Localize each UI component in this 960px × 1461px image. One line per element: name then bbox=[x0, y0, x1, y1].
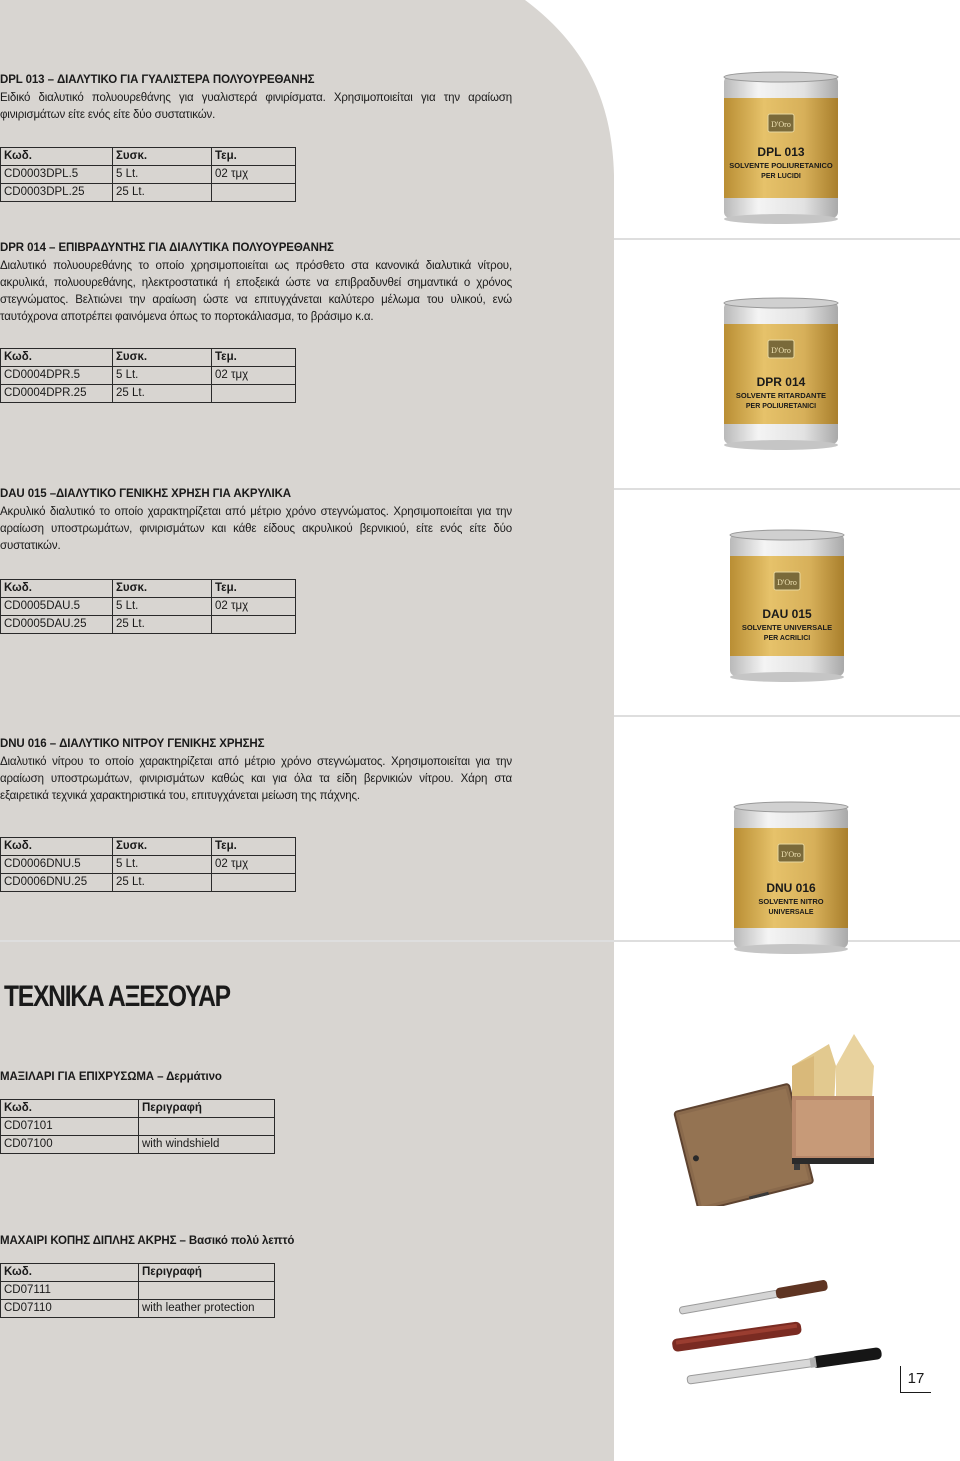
cell-package: 5 Lt. bbox=[113, 856, 212, 874]
logo-text: D'Oro bbox=[771, 120, 791, 129]
section-description: Διαλυτικό νίτρου το οποίο χαρακτηρίζεται από μέτριο χρόνο στεγνώματος. Χρησιμοποιείται για την αραίωση υποστρωμάτων, φινιρισμάτων καθώς και για όλα τα είδη βερνικιών νίτρου. Χάρη στα εξαιρετικά τεχνικά χαρακτηριστικά του, επιτυγχάνεται μείωση της πάχνης. bbox=[0, 756, 512, 802]
header-description: Περιγραφή bbox=[139, 1100, 275, 1118]
table-header-row bbox=[1, 1100, 275, 1118]
logo-text: D'Oro bbox=[781, 850, 801, 859]
product-section-dpr014 bbox=[0, 241, 512, 326]
cell-code: CD0004DPR.25 bbox=[1, 385, 113, 403]
cell-quantity: 02 τμχ bbox=[212, 367, 296, 385]
can-code: DAU 015 bbox=[762, 607, 812, 621]
table-header-row bbox=[1, 148, 296, 166]
spec-table-dau015 bbox=[0, 579, 296, 634]
accessories-heading: ΤΕΧΝΙΚΑ ΑΞΕΣΟΥΑΡ bbox=[4, 980, 230, 1013]
table-row bbox=[1, 1282, 275, 1300]
cell-code: CD0006DNU.25 bbox=[1, 874, 113, 892]
cell-code: CD07110 bbox=[1, 1300, 139, 1318]
can-line2: PER LUCIDI bbox=[761, 173, 801, 180]
table-row bbox=[1, 166, 296, 184]
spec-table-dpl013 bbox=[0, 147, 296, 202]
spec-table-cushion bbox=[0, 1099, 275, 1154]
table-row bbox=[1, 1136, 275, 1154]
spec-table-dpr014 bbox=[0, 348, 296, 403]
header-code: Κωδ. bbox=[1, 1100, 139, 1118]
cell-package: 25 Lt. bbox=[113, 385, 212, 403]
header-package: Συσκ. bbox=[113, 148, 212, 166]
section-title: ΜΑΧΑΙΡΙ ΚΟΠΗΣ ΔΙΠΛΗΣ ΑΚΡΗΣ – Βασικό πολύ λεπτό bbox=[0, 1235, 295, 1247]
section-title: ΜΑΞΙΛΑΡΙ ΓΙΑ ΕΠΙΧΡΥΣΩΜΑ – Δερμάτινο bbox=[0, 1071, 222, 1083]
product-section-dnu016 bbox=[0, 737, 512, 805]
cell-quantity bbox=[212, 184, 296, 202]
header-code: Κωδ. bbox=[1, 148, 113, 166]
cell-code: CD07101 bbox=[1, 1118, 139, 1136]
table-row bbox=[1, 367, 296, 385]
header-package: Συσκ. bbox=[113, 838, 212, 856]
cell-code: CD0006DNU.5 bbox=[1, 856, 113, 874]
cell-description bbox=[139, 1118, 275, 1136]
product-can-dnu016 bbox=[728, 800, 854, 960]
cell-package: 25 Lt. bbox=[113, 184, 212, 202]
table-row bbox=[1, 1300, 275, 1318]
cell-code: CD0003DPL.25 bbox=[1, 184, 113, 202]
product-can-dau015 bbox=[724, 528, 850, 684]
can-line2: PER POLIURETANICI bbox=[745, 403, 817, 410]
section-title: DAU 015 –ΔΙΑΛΥΤΙΚΟ ΓΕΝΙΚΗΣ ΧΡΗΣΗ ΓΙΑ ΑΚΡΥΛΙΚΑ bbox=[0, 488, 291, 500]
header-code: Κωδ. bbox=[1, 838, 113, 856]
product-section-dpl013 bbox=[0, 73, 512, 124]
can-line1: SOLVENTE POLIURETANICO bbox=[729, 161, 833, 170]
cell-package: 25 Lt. bbox=[113, 616, 212, 634]
logo-text: D'Oro bbox=[771, 346, 791, 355]
table-row bbox=[1, 856, 296, 874]
cell-code: CD0004DPR.5 bbox=[1, 367, 113, 385]
product-can-dpr014 bbox=[718, 296, 844, 452]
spec-table-dnu016 bbox=[0, 837, 296, 892]
product-section-dau015 bbox=[0, 487, 512, 555]
gilding-cushion-image bbox=[664, 1026, 884, 1206]
logo-text: D'Oro bbox=[777, 578, 797, 587]
can-line2: PER ACRILICI bbox=[763, 635, 811, 642]
section-description: Ακρυλικό διαλυτικό το οποίο χαρακτηρίζεται από μέτριο χρόνο στεγνώματος. Χρησιμοποιείται για την αραίωση υποστρωμάτων, φινιρισμάτων και κάθε είδους ακρυλικού βερνικιού, είτε ενός είτε δύο συστατικών. bbox=[0, 506, 512, 552]
table-header-row bbox=[1, 1264, 275, 1282]
section-title: DPR 014 – ΕΠΙΒΡΑΔΥΝΤΗΣ ΓΙΑ ΔΙΑΛΥΤΙΚΑ ΠΟΛΥΟΥΡΕΘΑΝΗΣ bbox=[0, 242, 334, 254]
table-header-row bbox=[1, 349, 296, 367]
cell-code: CD07100 bbox=[1, 1136, 139, 1154]
section-description: Ειδικό διαλυτικό πολυουρεθάνης για γυαλιστερά φινιρίσματα. Χρησιμοποιείται για την αραίωση φινιρισμάτων είτε ενός είτε δύο συστατικών. bbox=[0, 92, 512, 121]
section-title: DNU 016 – ΔΙΑΛΥΤΙΚΟ ΝΙΤΡΟΥ ΓΕΝΙΚΗΣ ΧΡΗΣΗΣ bbox=[0, 738, 265, 750]
can-code: DNU 016 bbox=[766, 881, 816, 895]
gilding-knives-image bbox=[668, 1268, 898, 1398]
cell-code: CD0005DAU.25 bbox=[1, 616, 113, 634]
table-row bbox=[1, 598, 296, 616]
cell-code: CD07111 bbox=[1, 1282, 139, 1300]
accessory-section-knife bbox=[0, 1234, 512, 1249]
cell-description: with leather protection bbox=[139, 1300, 275, 1318]
cell-package: 5 Lt. bbox=[113, 598, 212, 616]
cell-description bbox=[139, 1282, 275, 1300]
cell-package: 25 Lt. bbox=[113, 874, 212, 892]
header-code: Κωδ. bbox=[1, 580, 113, 598]
header-quantity: Τεμ. bbox=[212, 838, 296, 856]
table-row bbox=[1, 874, 296, 892]
header-code: Κωδ. bbox=[1, 1264, 139, 1282]
header-quantity: Τεμ. bbox=[212, 580, 296, 598]
can-line1: SOLVENTE UNIVERSALE bbox=[741, 623, 833, 632]
table-header-row bbox=[1, 838, 296, 856]
table-row bbox=[1, 184, 296, 202]
divider bbox=[614, 488, 960, 490]
cell-package: 5 Lt. bbox=[113, 367, 212, 385]
cell-quantity bbox=[212, 874, 296, 892]
can-code: DPR 014 bbox=[756, 375, 806, 389]
product-can-dpl013 bbox=[718, 70, 844, 226]
cell-description: with windshield bbox=[139, 1136, 275, 1154]
cell-code: CD0005DAU.5 bbox=[1, 598, 113, 616]
table-row bbox=[1, 385, 296, 403]
header-package: Συσκ. bbox=[113, 349, 212, 367]
header-quantity: Τεμ. bbox=[212, 349, 296, 367]
header-code: Κωδ. bbox=[1, 349, 113, 367]
cell-quantity: 02 τμχ bbox=[212, 856, 296, 874]
section-title: DPL 013 – ΔΙΑΛΥΤΙΚΟ ΓΙΑ ΓΥΑΛΙΣΤΕΡΑ ΠΟΛΥΟΥΡΕΘΑΝΗΣ bbox=[0, 74, 315, 86]
accessory-section-cushion bbox=[0, 1070, 512, 1085]
can-code: DPL 013 bbox=[757, 145, 805, 159]
can-line1: SOLVENTE RITARDANTE bbox=[735, 391, 827, 400]
header-package: Συσκ. bbox=[113, 580, 212, 598]
cell-quantity: 02 τμχ bbox=[212, 166, 296, 184]
table-row bbox=[1, 1118, 275, 1136]
can-line1: SOLVENTE NITRO bbox=[758, 897, 824, 906]
divider bbox=[614, 238, 960, 240]
table-header-row bbox=[1, 580, 296, 598]
cell-quantity bbox=[212, 616, 296, 634]
header-description: Περιγραφή bbox=[139, 1264, 275, 1282]
table-row bbox=[1, 616, 296, 634]
cell-code: CD0003DPL.5 bbox=[1, 166, 113, 184]
cell-quantity: 02 τμχ bbox=[212, 598, 296, 616]
spec-table-knife bbox=[0, 1263, 275, 1318]
page-number: 17 bbox=[900, 1366, 931, 1393]
can-line2: UNIVERSALE bbox=[768, 909, 814, 916]
header-quantity: Τεμ. bbox=[212, 148, 296, 166]
cell-package: 5 Lt. bbox=[113, 166, 212, 184]
section-description: Διαλυτικό πολυουρεθάνης το οποίο χρησιμοποιείται ως πρόσθετο στα κανονικά διαλυτικά νίτρου, ακρυλικά, πολυουρεθάνης, ηλεκτροστατικά ή εποξεικά ώστε να επιβραδυνθεί σημαντικά ο χρόνος στεγνώματος. Βελτιώνει την αραίωση ώστε να επιτυγχάνεται καλύτερο μέλωμα του υλικού, ενώ ταυτόχρονα αποτρέπει φαινόμενα όπως το πορτοκάλιασμα, το βράσιμο κ.α. bbox=[0, 260, 512, 323]
divider bbox=[614, 715, 960, 717]
cell-quantity bbox=[212, 385, 296, 403]
